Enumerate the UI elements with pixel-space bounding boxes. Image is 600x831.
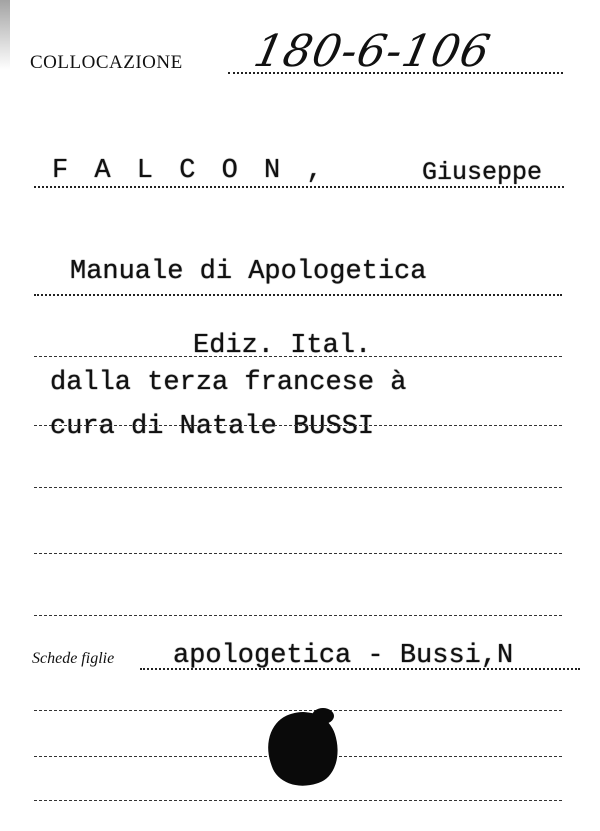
author-first-name: Giuseppe [422,158,543,187]
blank-rule-4 [34,710,562,711]
title-rule-4 [34,425,562,426]
author-surname: F A L C O N , [52,156,328,186]
blank-rule-1 [34,487,562,488]
ink-blot-splash [312,708,334,724]
schede-rule [140,668,580,670]
title-line-4: cura di Natale BUSSI [50,412,375,442]
card-edge-shadow [0,0,10,70]
blank-rule-3 [34,615,562,616]
blank-rule-2 [34,553,562,554]
title-line-1: Manuale di Apologetica [70,257,427,287]
schede-figlie-value: apologetica - Bussi,N [173,641,514,671]
title-line-3: dalla terza francese à [50,368,407,398]
title-rule-2 [34,356,562,357]
author-rule [34,186,564,188]
title-rule-1 [34,294,562,296]
title-line-2: Ediz. Ital. [193,331,372,361]
collocazione-label: COLLOCAZIONE [30,52,183,73]
schede-figlie-label: Schede figlie [32,650,115,667]
collocazione-value: 180-6-106 [249,26,496,77]
ink-blot [258,703,347,795]
blank-rule-6 [34,800,562,801]
